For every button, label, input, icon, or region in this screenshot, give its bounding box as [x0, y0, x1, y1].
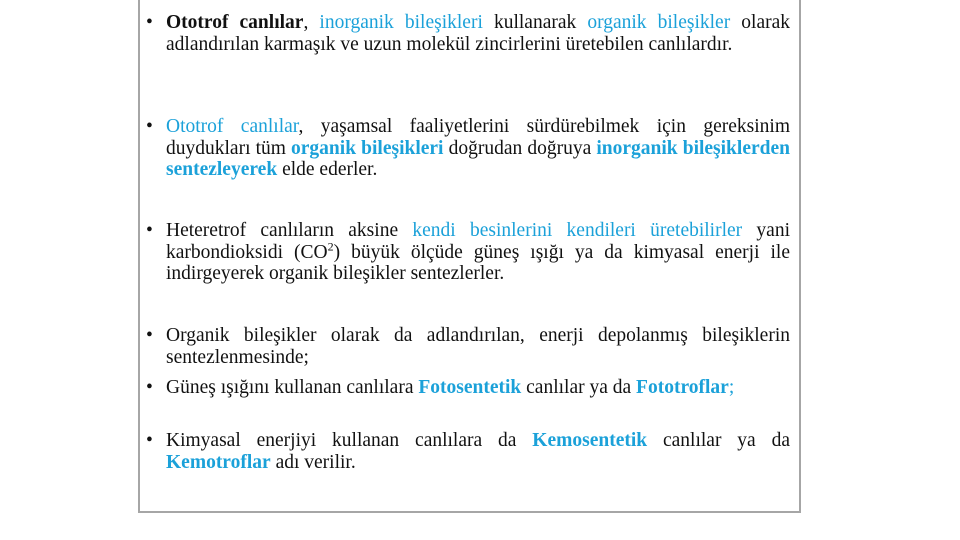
- bullet-marker: •: [146, 12, 153, 33]
- bullet-kemosentetik: [146, 430, 790, 473]
- text-segment: olarak adlandırılan karmaşık ve uzun molekül zincirlerini üretebilen canlılardır.: [166, 12, 791, 55]
- bullet-marker: •: [146, 325, 153, 346]
- text-segment: canlılar ya da: [521, 377, 637, 398]
- highlighted-term: inorganik bileşiklerden sentezleyerek: [166, 137, 790, 180]
- text-segment: , yaşamsal faaliyetlerini sürdürebilmek için gereksinim duydukları tüm: [166, 116, 790, 159]
- text-segment: Kimyasal enerjiyi kullanan canlılara da: [166, 430, 533, 451]
- text-segment: doğrudan doğruya: [443, 137, 597, 159]
- content-box: [138, 0, 801, 513]
- text-segment: canlılar ya da: [647, 430, 790, 451]
- highlighted-term: Fotosentetik: [418, 377, 522, 398]
- highlighted-term: Ototrof canlılar: [166, 116, 299, 137]
- highlighted-term: Fototroflar: [636, 377, 729, 398]
- bullet-marker: •: [146, 220, 153, 241]
- text-segment: Güneş ışığını kullanan canlılara: [166, 377, 419, 398]
- text-segment: adı verilir.: [270, 451, 356, 473]
- highlighted-term: Kemotroflar: [166, 451, 271, 473]
- bullet-fotosentetik: [146, 377, 790, 399]
- text-segment: elde ederler.: [277, 159, 378, 180]
- bullet-ototrof-definition: [146, 12, 791, 55]
- bullet-marker: •: [146, 430, 153, 451]
- highlighted-term: Kemosentetik: [532, 430, 648, 451]
- text-segment: Organik bileşikler olarak da adlandırılan, enerji depolanmış bileşiklerin sentezlenmesinde;: [166, 325, 790, 368]
- bullet-marker: •: [146, 116, 153, 137]
- highlighted-term: ;: [728, 377, 735, 398]
- text-segment: yani karbondioksidi (CO: [166, 220, 790, 263]
- bullet-ototrof-synthesis: [146, 116, 790, 181]
- text-segment: kullanarak: [482, 12, 588, 33]
- text-segment: ) büyük ölçüde güneş ışığı ya da kimyasal enerji ile indirgeyerek organik bileşikler sentezlerler.: [166, 241, 790, 284]
- bullet-organic-compounds: [146, 325, 790, 368]
- text-segment: Heteretrof canlıların aksine: [166, 220, 413, 241]
- highlighted-term: organik bileşikler: [587, 12, 731, 33]
- subscript-number: 2: [327, 239, 334, 253]
- highlighted-term: organik bileşikleri: [291, 137, 444, 159]
- bullet-co2-reduction: [146, 220, 790, 285]
- text-segment: Ototrof canlılar: [166, 12, 304, 33]
- bullet-marker: •: [146, 377, 153, 398]
- text-segment: ,: [303, 12, 320, 33]
- highlighted-term: inorganik bileşikleri: [319, 12, 483, 33]
- highlighted-term: kendi besinlerini kendileri üretebilirler: [412, 220, 743, 241]
